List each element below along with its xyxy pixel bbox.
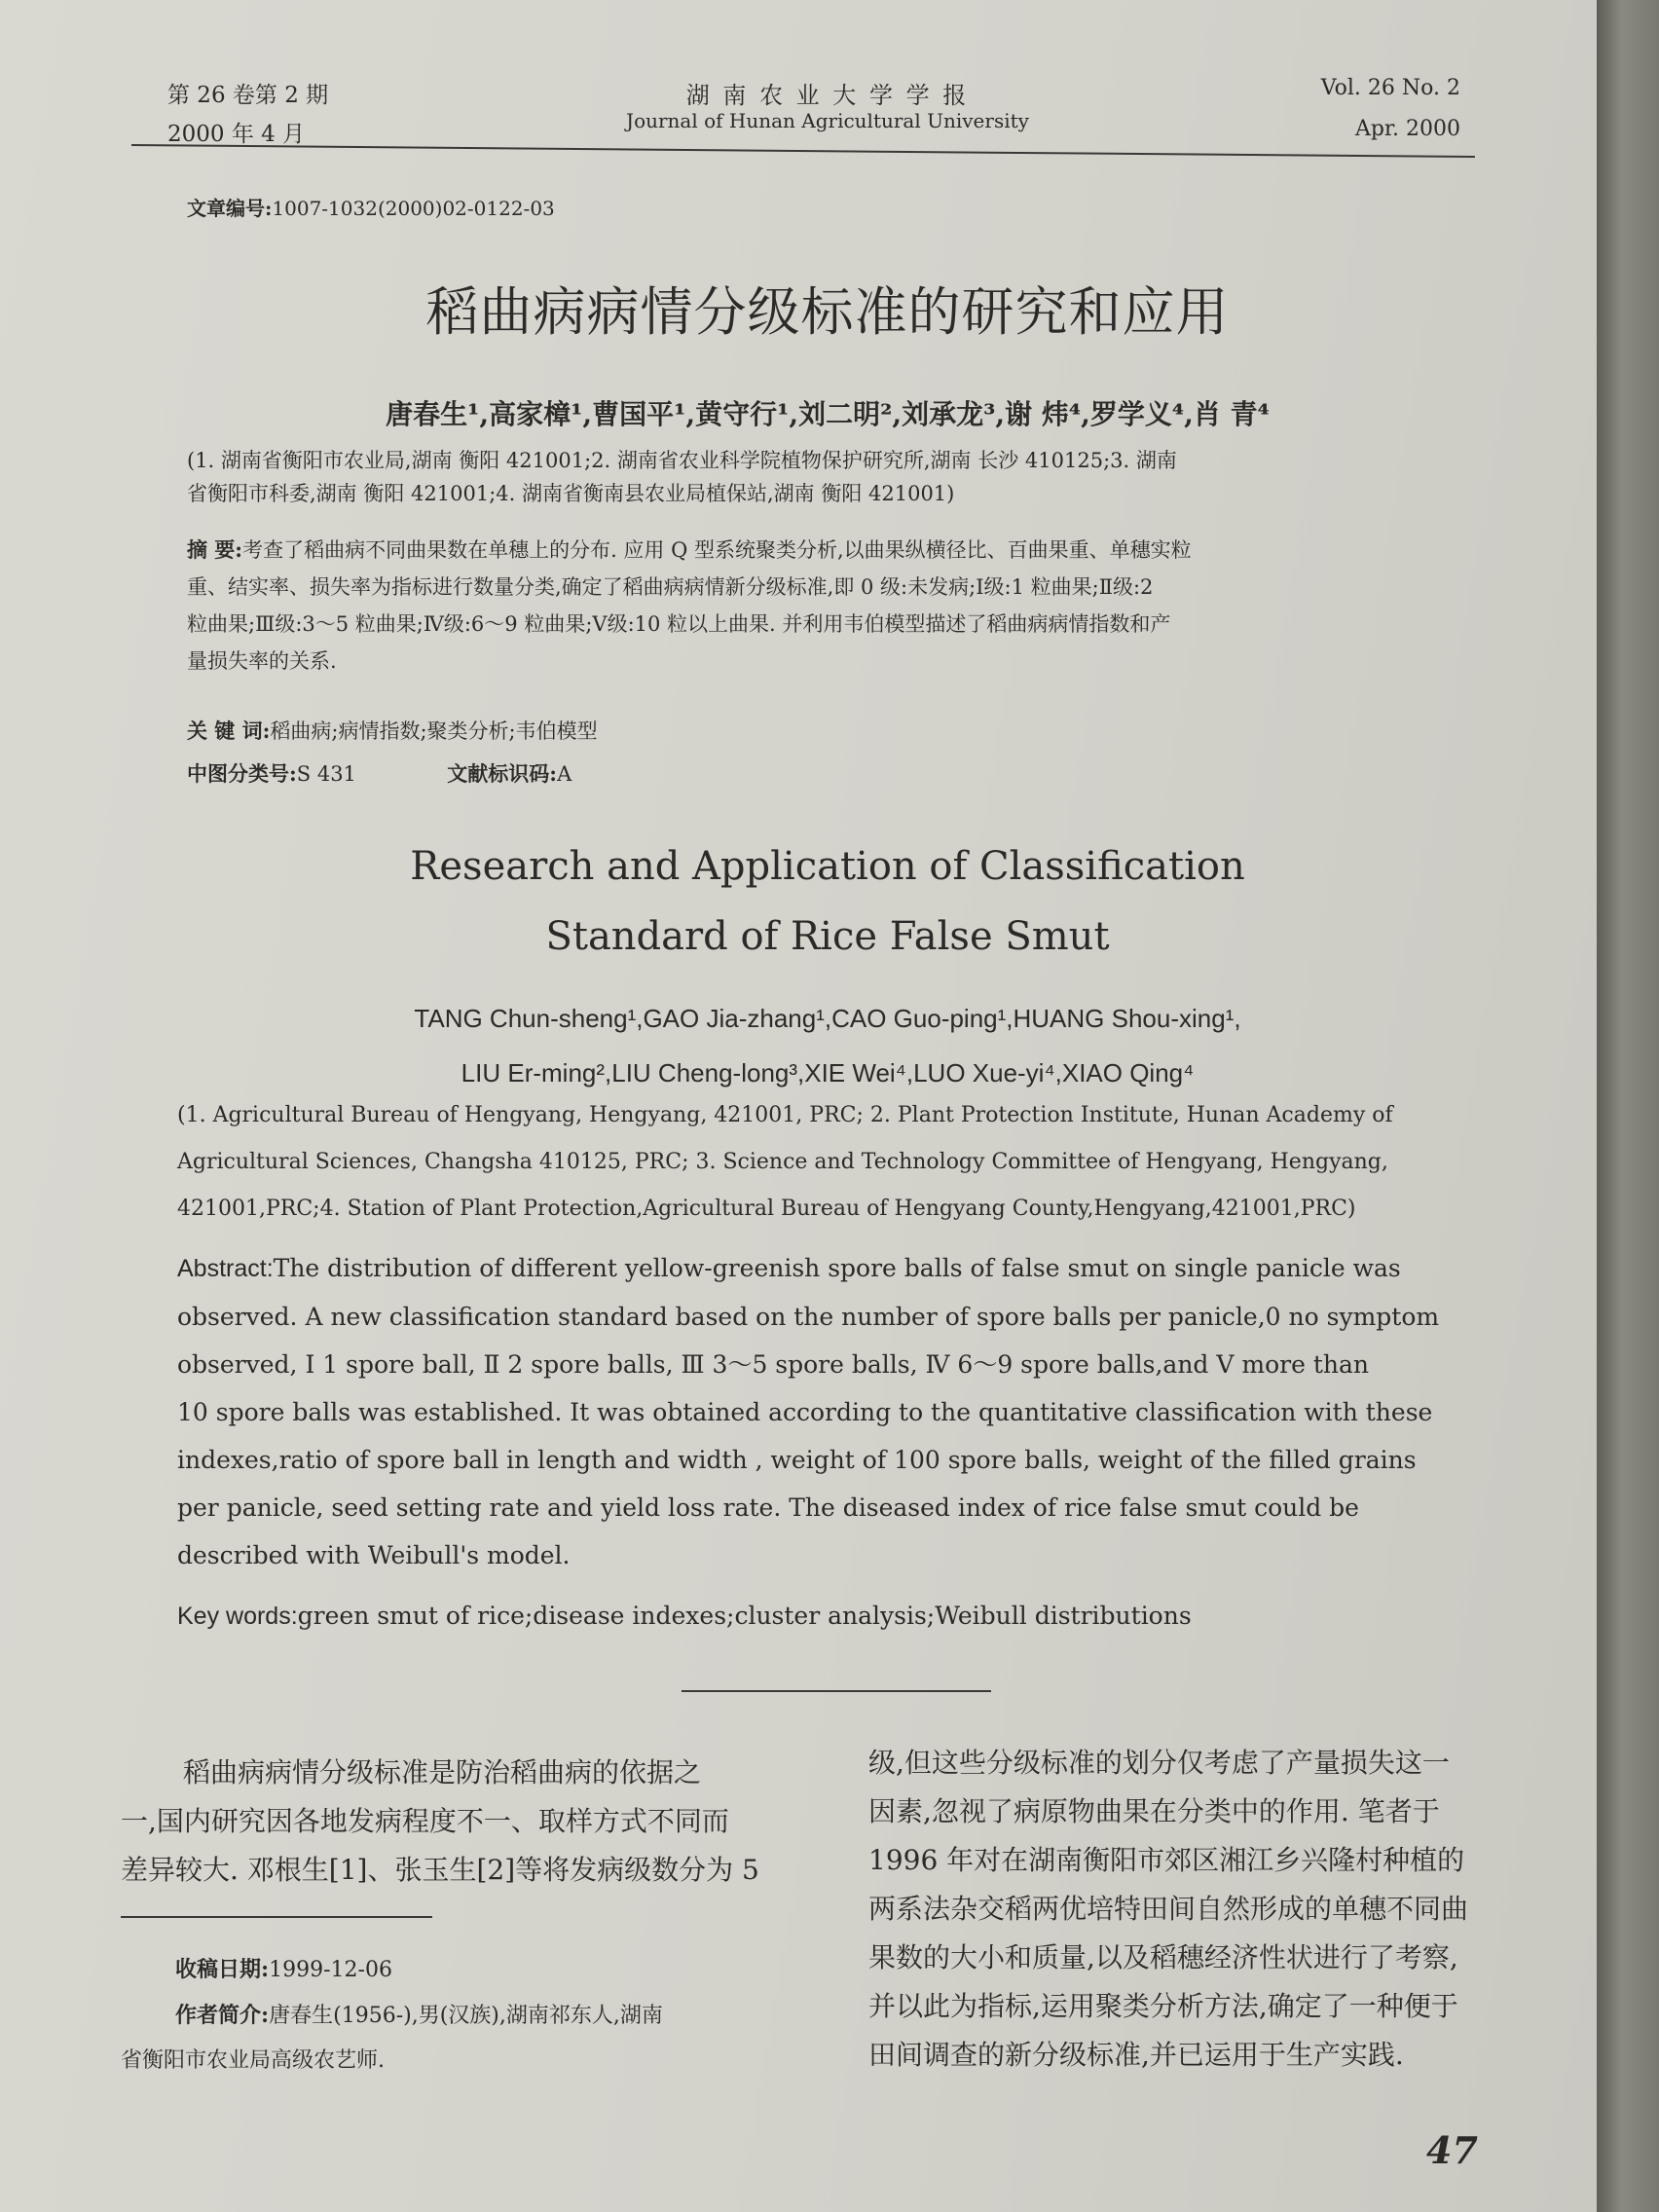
header-journal-en: Journal of Hunan Agricultural University [626,109,1029,132]
abstract-cn-label: 摘 要: [187,537,243,562]
affiliation-en-line: (1. Agricultural Bureau of Hengyang, Hengyang, 421001, PRC; 2. Plant Protection Institute, Hunan Academy of [177,1103,1393,1127]
article-number-value: 1007-1032(2000)02-0122-03 [272,197,555,220]
body-line: 两系法杂交稻两优培特田间自然形成的单穗不同曲 [868,1893,1469,1925]
body-line: 级,但这些分级标准的划分仅考虑了产量损失这一 [868,1747,1450,1779]
clc-value: S 431 [296,762,356,786]
affiliation-cn-line: (1. 湖南省衡阳市农业局,湖南 衡阳 421001;2. 湖南省农业科学院植物保护研究所,湖南 长沙 410125;3. 湖南 [187,449,1177,472]
abstract-en-line: 10 spore balls was established. It was obtained according to the quantitative classification with these [177,1398,1433,1426]
title-cn: 稻曲病病情分级标准的研究和应用 [425,281,1230,343]
affiliations-en [177,1092,1472,1233]
bio-label: 作者简介: [175,2003,270,2028]
footnote [121,1947,822,2083]
classification-row [187,757,571,791]
body-line: 并以此为指标,运用聚类分析方法,确定了一种便于 [868,1990,1458,2022]
received-date: 1999-12-06 [269,1958,392,1982]
title-en [243,831,1412,972]
keywords-cn [187,715,598,748]
doc-code-value: A [557,762,572,786]
abstract-en-line: per panicle, seed setting rate and yield loss rate. The diseased index of rice false smut could be [177,1493,1359,1522]
abstract-en-line: observed. A new classification standard based on the number of spore balls per panicle,0 no symptom [177,1303,1440,1331]
page-edge [1597,0,1659,2212]
abstract-cn-line: 考查了稻曲病不同曲果数在单穗上的分布. 应用 Q 型系统聚类分析,以曲果纵横径比、百曲果重、单穗实粒 [242,538,1192,562]
doc-code-label: 文献标识码: [447,761,558,786]
body-line: 差异较大. 邓根生[1]、张玉生[2]等将发病级数分为 5 [121,1854,759,1886]
body-line: 稻曲病病情分级标准是防治稻曲病的依据之 [183,1756,702,1788]
abstract-en-line: observed, Ⅰ 1 spore ball, Ⅱ 2 spore balls, Ⅲ 3～5 spore balls, Ⅳ 6～9 spore balls,and Ⅴ more than [177,1350,1369,1379]
abstract-en-line: indexes,ratio of spore ball in length and width , weight of 100 spore balls, weight of the filled grains [177,1446,1417,1474]
section-separator [682,1690,991,1692]
authors-en-line: TANG Chun-sheng¹,GAO Jia-zhang¹,CAO Guo-ping¹,HUANG Shou-xing¹, [414,1004,1241,1033]
title-en-line: Research and Application of Classification [410,844,1245,889]
received-label: 收稿日期: [175,1957,270,1982]
body-right-column [868,1739,1530,2080]
abstract-cn-line: 重、结实率、损失率为指标进行数量分类,确定了稻曲病病情新分级标准,即 0 级:未发病;Ⅰ级:1 粒曲果;Ⅱ级:2 [187,575,1154,599]
affiliation-cn-line: 省衡阳市科委,湖南 衡阳 421001;4. 湖南省衡南县农业局植保站,湖南 衡阳 421001) [187,482,955,505]
keywords-en [177,1597,1477,1636]
abstract-en-label: Abstract: [177,1255,274,1282]
abstract-cn-line: 量损失率的关系. [187,649,337,673]
abstract-en-line: The distribution of different yellow-greenish spore balls of false smut on single panicle was [273,1254,1401,1282]
abstract-cn-line: 粒曲果;Ⅲ级:3～5 粒曲果;Ⅳ级:6～9 粒曲果;Ⅴ级:10 粒以上曲果. 并利用韦伯模型描述了稻曲病病情指数和产 [187,612,1171,636]
abstract-en-line: described with Weibull's model. [177,1541,571,1569]
authors-cn: 唐春生¹,高家樟¹,曹国平¹,黄守行¹,刘二明²,刘承龙³,谢 炜⁴,罗学义⁴,肖 青⁴ [386,398,1270,430]
keywords-en-label: Key words: [177,1603,298,1630]
body-line: 因素,忽视了病原物曲果在分类中的作用. 笔者于 [868,1795,1440,1827]
header-volume-cn: 第 26 卷第 2 期 [167,83,329,108]
bio-line: 唐春生(1956-),男(汉族),湖南祁东人,湖南 [269,2004,663,2028]
keywords-cn-label: 关 键 词: [187,719,271,743]
keywords-en-value: green smut of rice;disease indexes;cluster analysis;Weibull distributions [297,1602,1192,1630]
clc-label: 中图分类号: [187,761,297,786]
affiliation-en-line: 421001,PRC;4. Station of Plant Protection,Agricultural Bureau of Hengyang County,Hengyang,421001,PRC) [177,1197,1356,1221]
keywords-cn-value: 稻曲病;病情指数;聚类分析;韦伯模型 [270,719,598,743]
header-date-en: Apr. 2000 [1354,117,1460,141]
authors-en [195,991,1460,1100]
affiliation-en-line: Agricultural Sciences, Changsha 410125, PRC; 3. Science and Technology Committee of Hengyang, Hengyang, [177,1150,1388,1174]
page-number: 47 [1426,2128,1478,2172]
header-rule [131,144,1475,158]
bio-line: 省衡阳市农业局高级农艺师. [121,2048,385,2073]
header-date-cn: 2000 年 4 月 [167,122,306,147]
body-line: 一,国内研究因各地发病程度不一、取样方式不同而 [121,1805,729,1837]
header-journal-cn: 湖 南 农 业 大 学 学 报 [685,82,970,109]
title-en-line: Standard of Rice False Smut [545,914,1110,959]
body-line: 1996 年对在湖南衡阳市郊区湘江乡兴隆村种植的 [868,1844,1465,1876]
header-volume-en: Vol. 26 No. 2 [1320,76,1460,100]
article-number [187,193,555,221]
footnote-rule [121,1916,432,1918]
abstract-cn [187,532,1482,680]
affiliations-cn [187,444,1482,510]
body-line: 田间调查的新分级标准,并已运用于生产实践. [868,2039,1404,2071]
authors-en-line: LIU Er-ming²,LIU Cheng-long³,XIE Wei⁴,LUO Xue-yi⁴,XIAO Qing⁴ [461,1058,1195,1088]
body-left-column [121,1749,808,1895]
abstract-en [177,1244,1477,1579]
body-line: 果数的大小和质量,以及稻穗经济性状进行了考察, [868,1941,1458,1973]
article-number-label: 文章编号: [187,197,273,220]
